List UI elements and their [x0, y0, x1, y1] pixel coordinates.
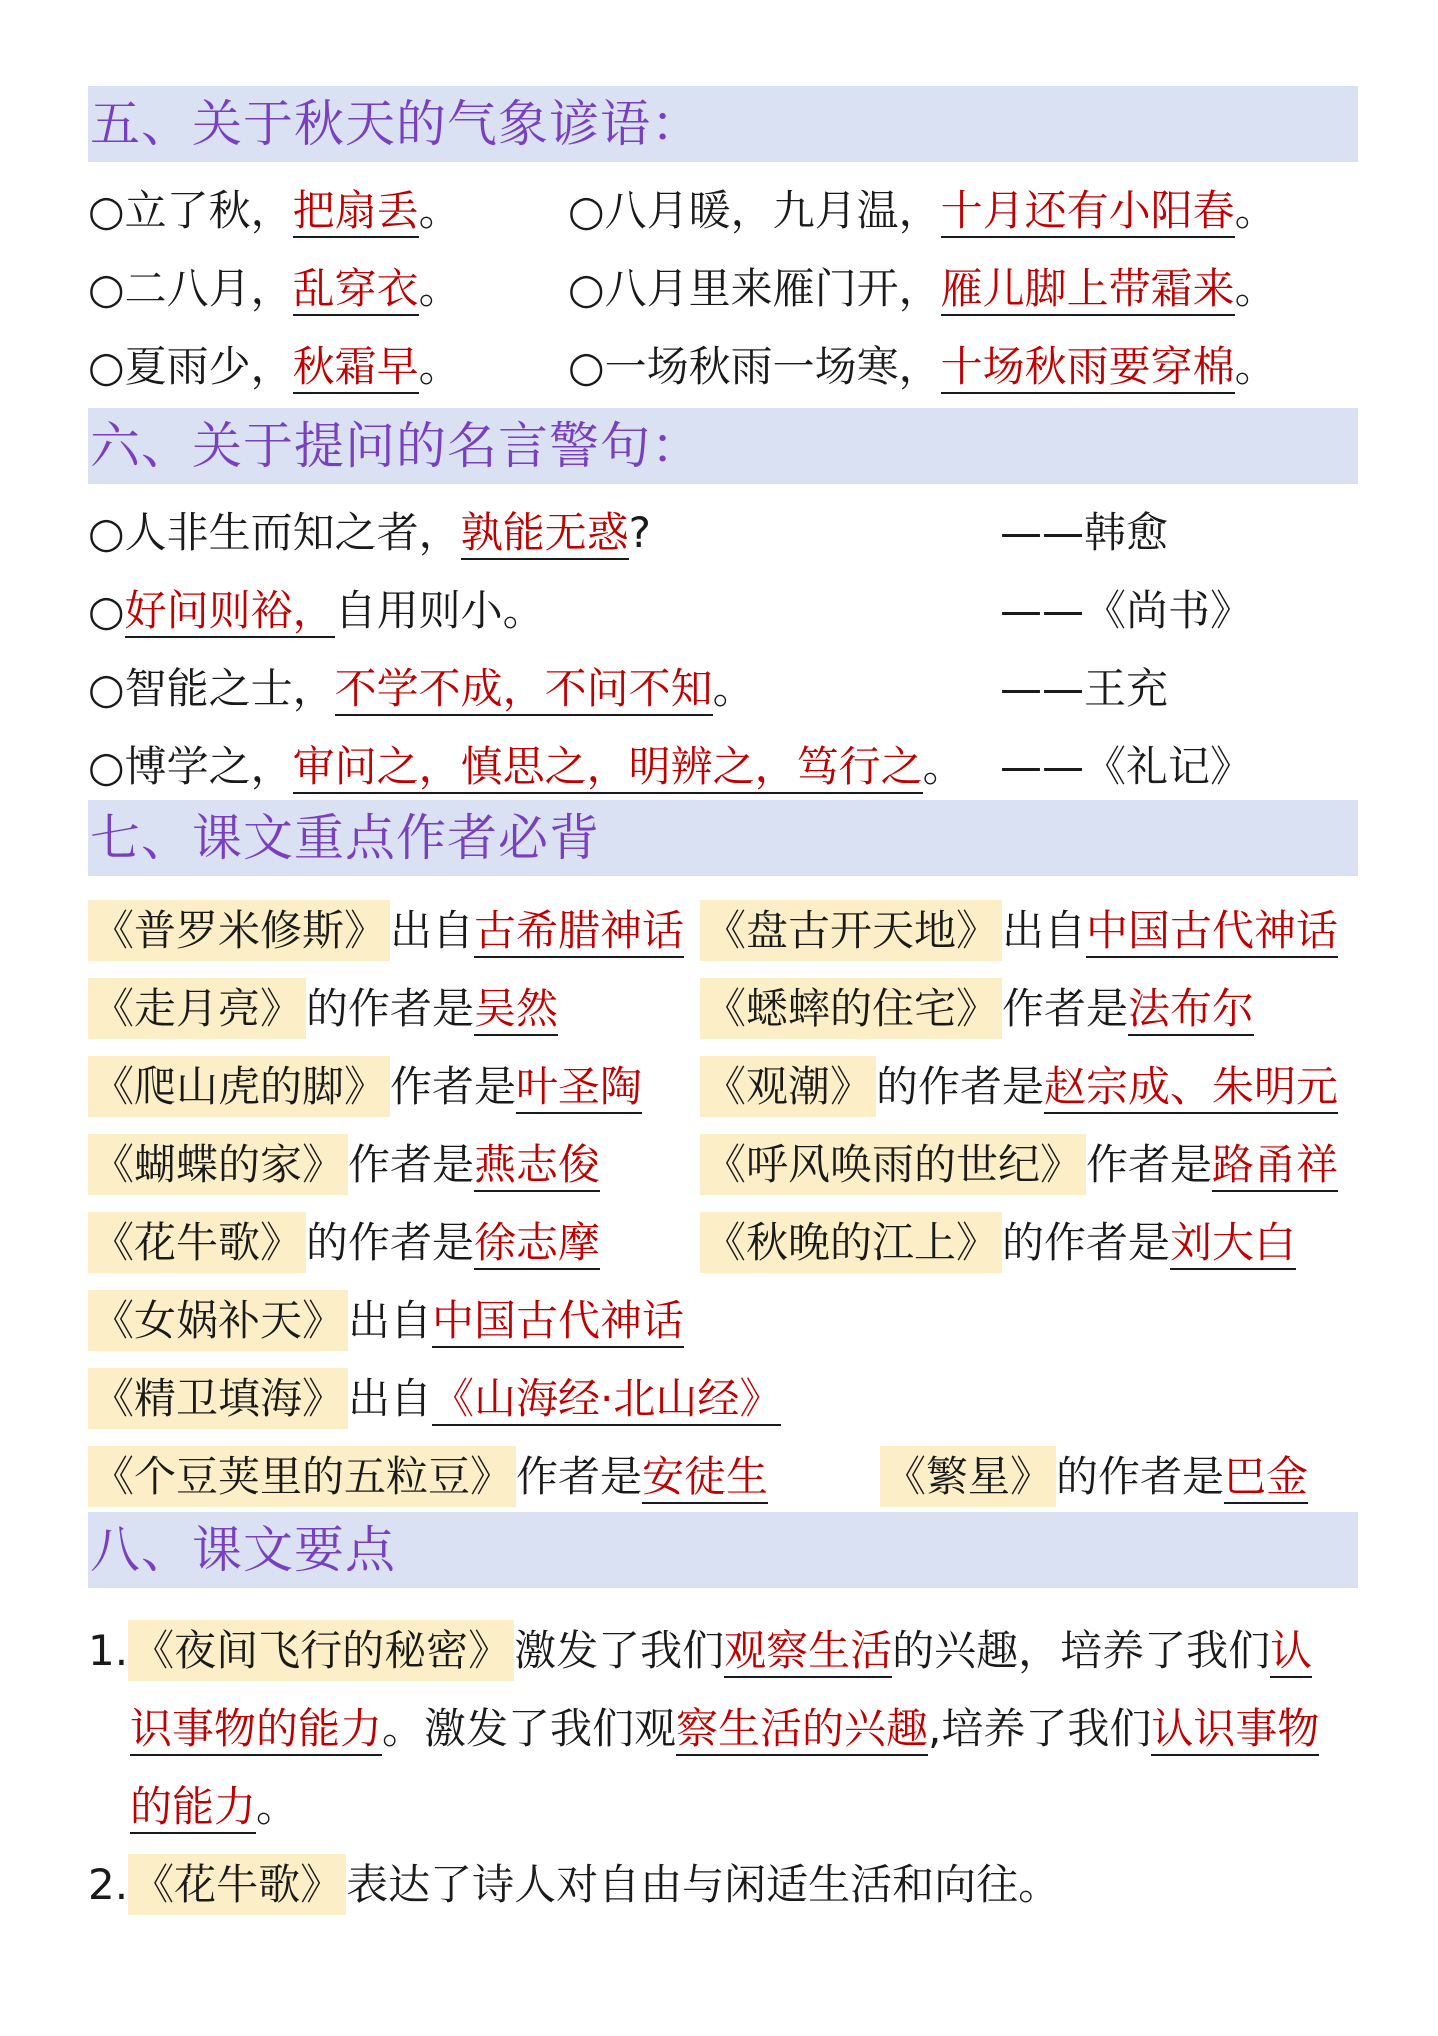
quote-row-1: ○人非生而知之者，孰能无惑? — [88, 504, 651, 562]
lesson-title: 《蟋蟀的住宅》 — [700, 978, 1002, 1039]
author-item: 《普罗米修斯》出自古希腊神话 — [88, 902, 684, 960]
answer: 刘大白 — [1170, 1218, 1296, 1270]
quote-source-2: ——《尚书》 — [1000, 586, 1253, 635]
answer: 叶圣陶 — [516, 1062, 642, 1114]
author-item: 《花牛歌》的作者是徐志摩 — [88, 1214, 600, 1272]
lesson-title: 《个豆荚里的五粒豆》 — [88, 1446, 516, 1507]
author-item: 《精卫填海》出自《山海经·北山经》 — [88, 1370, 781, 1428]
proverb-right-1: ○八月暖，九月温，十月还有小阳春。 — [568, 182, 1277, 240]
quote-row-4: ○博学之，审问之，慎思之，明辨之，笃行之。 — [88, 738, 965, 796]
answer: 不学不成，不问不知 — [335, 664, 713, 716]
lesson-title: 《盘古开天地》 — [700, 900, 1002, 961]
answer: 孰能无惑 — [461, 508, 629, 560]
lesson-title: 《蝴蝶的家》 — [88, 1134, 348, 1195]
key-point-1-line-1: 1.《夜间飞行的秘密》激发了我们观察生活的兴趣，培养了我们认 — [88, 1622, 1312, 1680]
lesson-title: 《普罗米修斯》 — [88, 900, 390, 961]
section-8-heading: 八、课文要点 — [88, 1512, 1358, 1588]
author-item: 《呼风唤雨的世纪》作者是路甬祥 — [700, 1136, 1338, 1194]
answer: 认 — [1270, 1626, 1312, 1678]
answer: 巴金 — [1224, 1452, 1308, 1504]
lesson-title: 《夜间飞行的秘密》 — [128, 1620, 514, 1681]
section-5-heading: 五、关于秋天的气象谚语： — [88, 86, 1358, 162]
answer: 路甬祥 — [1212, 1140, 1338, 1192]
author-item: 《女娲补天》出自中国古代神话 — [88, 1292, 684, 1350]
lesson-title: 《爬山虎的脚》 — [88, 1056, 390, 1117]
lesson-title: 《秋晚的江上》 — [700, 1212, 1002, 1273]
answer: 赵宗成、朱明元 — [1044, 1062, 1338, 1114]
answer: 乱穿衣 — [293, 264, 419, 316]
lesson-title: 《精卫填海》 — [88, 1368, 348, 1429]
answer: 雁儿脚上带霜来 — [941, 264, 1235, 316]
answer: 十场秋雨要穿棉 — [941, 342, 1235, 394]
answer: 认识事物 — [1151, 1704, 1319, 1756]
section-6-heading: 六、关于提问的名言警句： — [88, 408, 1358, 484]
answer: 法布尔 — [1128, 984, 1254, 1036]
author-item: 《秋晚的江上》的作者是刘大白 — [700, 1214, 1296, 1272]
answer: 古希腊神话 — [474, 906, 684, 958]
answer: 中国古代神话 — [432, 1296, 684, 1348]
quote-source-3: ——王充 — [1000, 664, 1169, 713]
answer: 观察生活 — [724, 1626, 892, 1678]
proverb-right-2: ○八月里来雁门开，雁儿脚上带霜来。 — [568, 260, 1277, 318]
answer: 把扇丢 — [293, 186, 419, 238]
answer: 吴然 — [474, 984, 558, 1036]
author-item: 《繁星》的作者是巴金 — [880, 1448, 1308, 1506]
author-item: 《个豆荚里的五粒豆》作者是安徒生 — [88, 1448, 768, 1506]
answer: 秋霜早 — [293, 342, 419, 394]
section-7-heading: 七、课文重点作者必背 — [88, 800, 1358, 876]
proverb-left-1: ○立了秋，把扇丢。 — [88, 182, 461, 240]
lesson-title: 《繁星》 — [880, 1446, 1056, 1507]
answer: 《山海经·北山经》 — [432, 1374, 781, 1426]
quote-row-3: ○智能之士，不学不成，不问不知。 — [88, 660, 755, 718]
lesson-title: 《呼风唤雨的世纪》 — [700, 1134, 1086, 1195]
author-item: 《盘古开天地》出自中国古代神话 — [700, 902, 1338, 960]
author-item: 《爬山虎的脚》作者是叶圣陶 — [88, 1058, 642, 1116]
answer: 燕志俊 — [474, 1140, 600, 1192]
lesson-title: 《女娲补天》 — [88, 1290, 348, 1351]
answer: 中国古代神话 — [1086, 906, 1338, 958]
proverb-left-3: ○夏雨少，秋霜早。 — [88, 338, 461, 396]
lesson-title: 《观潮》 — [700, 1056, 876, 1117]
quote-source-1: ——韩愈 — [1000, 508, 1169, 557]
answer: 识事物的能力 — [130, 1704, 382, 1756]
proverb-left-2: ○二八月，乱穿衣。 — [88, 260, 461, 318]
lesson-title: 《花牛歌》 — [128, 1854, 346, 1915]
answer: 察生活的兴趣 — [676, 1704, 928, 1756]
author-item: 《蟋蟀的住宅》作者是法布尔 — [700, 980, 1254, 1038]
answer: 好问则裕， — [125, 586, 335, 638]
lesson-title: 《花牛歌》 — [88, 1212, 306, 1273]
key-point-2: 2.《花牛歌》表达了诗人对自由与闲适生活和向往。 — [88, 1856, 1060, 1914]
answer: 徐志摩 — [474, 1218, 600, 1270]
key-point-1-line-3: 的能力。 — [130, 1778, 298, 1836]
author-item: 《蝴蝶的家》作者是燕志俊 — [88, 1136, 600, 1194]
key-point-1-line-2: 识事物的能力。激发了我们观察生活的兴趣,培养了我们认识事物 — [130, 1700, 1319, 1758]
proverb-right-3: ○一场秋雨一场寒，十场秋雨要穿棉。 — [568, 338, 1277, 396]
quote-source-4: ——《礼记》 — [1000, 742, 1253, 791]
author-item: 《观潮》的作者是赵宗成、朱明元 — [700, 1058, 1338, 1116]
quote-row-2: ○好问则裕，自用则小。 — [88, 582, 545, 640]
answer: 的能力 — [130, 1782, 256, 1834]
lesson-title: 《走月亮》 — [88, 978, 306, 1039]
author-item: 《走月亮》的作者是吴然 — [88, 980, 558, 1038]
answer: 十月还有小阳春 — [941, 186, 1235, 238]
answer: 审问之，慎思之，明辨之，笃行之 — [293, 742, 923, 794]
answer: 安徒生 — [642, 1452, 768, 1504]
